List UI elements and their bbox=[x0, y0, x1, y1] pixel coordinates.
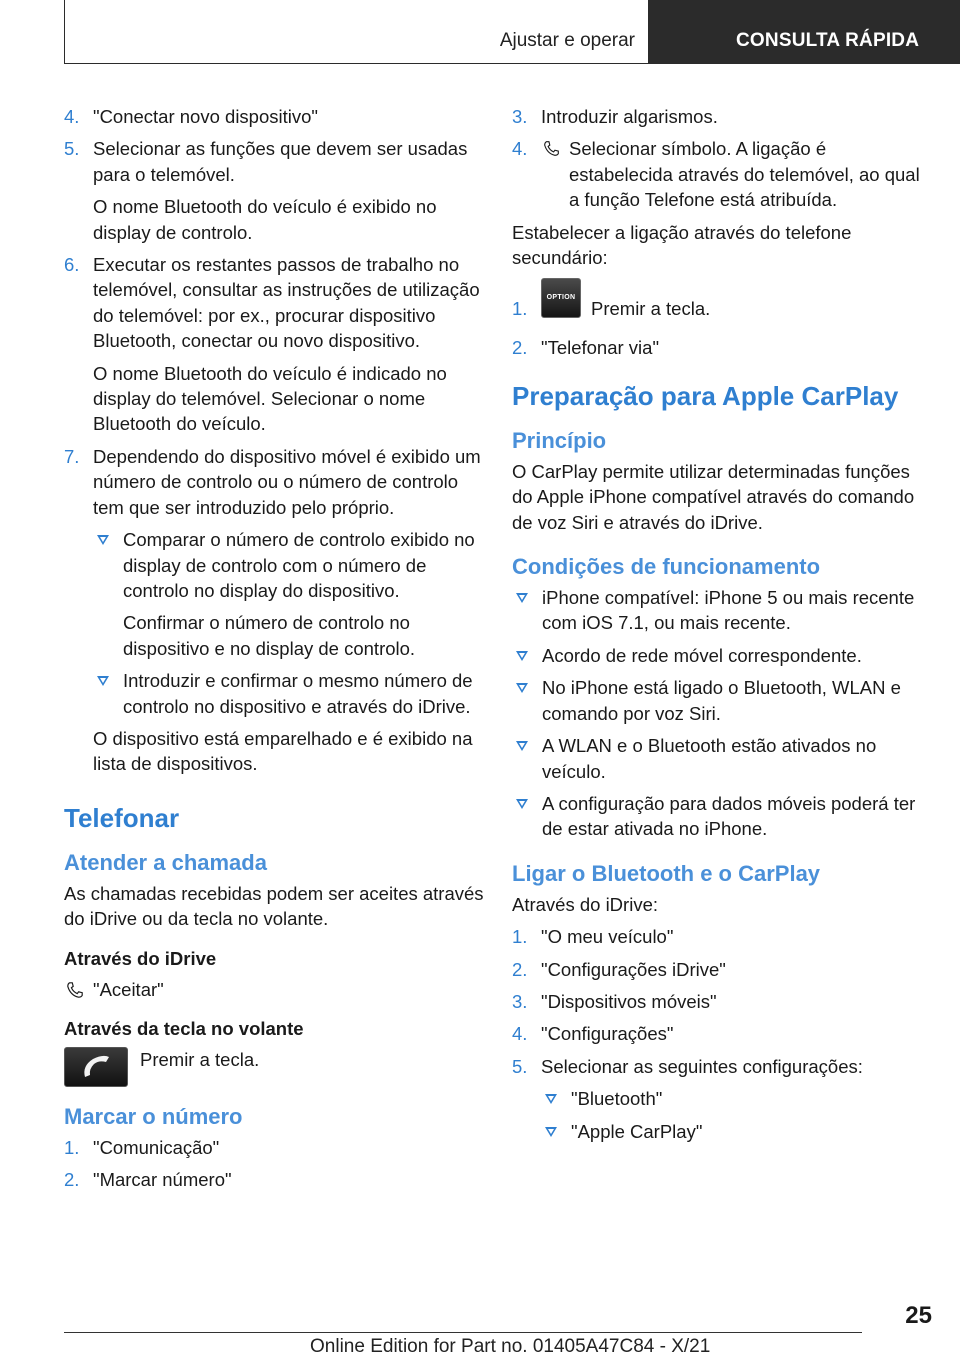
triangle-bullet-icon bbox=[516, 683, 528, 693]
triangle-bullet-icon bbox=[516, 799, 528, 809]
step-number: 1. bbox=[64, 1136, 80, 1158]
heading-condicoes: Condições de funcionamento bbox=[512, 554, 821, 580]
list-item bbox=[512, 104, 932, 129]
bullet-text: A configuração para dados móveis poderá ter de estar ativada no iPhone. bbox=[542, 792, 916, 840]
heading-volante: Através da tecla no volante bbox=[64, 1017, 304, 1039]
step-text: "O meu veículo" bbox=[541, 926, 674, 948]
bullet-text: A WLAN e o Bluetooth estão ativados no veículo. bbox=[542, 735, 877, 782]
step-text: "Marcar número" bbox=[93, 1169, 232, 1191]
bullet-item bbox=[93, 668, 484, 719]
triangle-bullet-icon bbox=[516, 593, 528, 603]
step-number: 4. bbox=[64, 106, 80, 127]
triangle-bullet-icon bbox=[97, 676, 109, 686]
heading-ligar: Ligar o Bluetooth e o CarPlay bbox=[512, 860, 821, 886]
list-item bbox=[512, 335, 932, 360]
right-column bbox=[512, 104, 932, 1151]
step-number: 3. bbox=[512, 990, 528, 1012]
phone-icon bbox=[66, 981, 84, 999]
step-text: Dependendo do dispositivo móvel é exibido um número de controlo ou o número de controlo tem que ser introduzido pelo próprio. bbox=[93, 445, 481, 518]
steering-phone-key bbox=[64, 1047, 128, 1087]
triangle-bullet-icon bbox=[545, 1094, 557, 1104]
wheel-key-row bbox=[64, 1047, 484, 1089]
heading-marcar: Marcar o número bbox=[64, 1103, 243, 1129]
bullet-item bbox=[512, 585, 932, 636]
step-text: "Configurações iDrive" bbox=[541, 958, 726, 980]
list-item bbox=[512, 284, 932, 328]
accept-row bbox=[64, 977, 484, 1002]
bullet-item bbox=[541, 1086, 932, 1111]
principio-text: O CarPlay permite utilizar determinadas funções do Apple iPhone compatível através do comando de voz Siri e através do iDrive. bbox=[512, 460, 915, 533]
ligar-intro: Através do iDrive: bbox=[512, 893, 658, 915]
triangle-bullet-icon bbox=[516, 651, 528, 661]
step-text: Premir a tecla. bbox=[591, 298, 711, 320]
handset-icon bbox=[65, 1048, 127, 1086]
heading-principio: Princípio bbox=[512, 427, 607, 453]
list-item bbox=[64, 1135, 484, 1160]
step-text: "Configurações" bbox=[541, 1023, 674, 1045]
list-item bbox=[64, 136, 484, 245]
phone-icon bbox=[543, 140, 560, 157]
bullet-text: "Bluetooth" bbox=[571, 1088, 663, 1110]
press-key-text: Premir a tecla. bbox=[140, 1048, 260, 1070]
bullet-item bbox=[541, 1119, 932, 1144]
step-number: 6. bbox=[64, 254, 80, 276]
list-item bbox=[64, 252, 484, 437]
heading-idrive: Através do iDrive bbox=[64, 947, 217, 969]
bullet-text: iPhone compatível: iPhone 5 ou mais recente com iOS 7.1, ou mais recente. bbox=[542, 587, 915, 634]
step-text: "Conectar novo dispositivo" bbox=[93, 106, 318, 127]
option-key: OPTION bbox=[541, 278, 581, 318]
page-number: 25 bbox=[905, 1302, 932, 1329]
triangle-bullet-icon bbox=[516, 741, 528, 751]
bullet-item bbox=[512, 643, 932, 668]
secondary-phone-text: Estabelecer a ligação através do telefone secundário: bbox=[512, 221, 852, 269]
bullet-item bbox=[512, 675, 932, 726]
list-item bbox=[512, 989, 932, 1014]
bullet-item bbox=[512, 733, 932, 784]
list-item bbox=[512, 136, 932, 212]
step-text: "Dispositivos móveis" bbox=[541, 990, 717, 1012]
triangle-bullet-icon bbox=[97, 535, 109, 545]
step-text: Introduzir algarismos. bbox=[541, 106, 718, 127]
step-number: 2. bbox=[64, 1169, 80, 1191]
step-text: Executar os restantes passos de trabalho no telemóvel, consultar as instruções de utilização do telemóvel: por ex., procurar dispositivo Bluetooth, conectar ou novo dispositivo. bbox=[93, 254, 480, 352]
step-number: 7. bbox=[64, 445, 80, 467]
left-column bbox=[64, 104, 484, 1200]
list-item bbox=[512, 1054, 932, 1144]
symbol-step bbox=[541, 136, 932, 212]
step-number: 2. bbox=[512, 958, 528, 980]
step-number: 4. bbox=[512, 1023, 528, 1045]
bullet-text: No iPhone está ligado o Bluetooth, WLAN e comando por voz Siri. bbox=[542, 677, 901, 724]
step-number: 2. bbox=[512, 337, 528, 359]
list-item bbox=[512, 1021, 932, 1046]
step-number: 5. bbox=[512, 1055, 528, 1077]
bullet-text: Acordo de rede móvel correspondente. bbox=[542, 644, 862, 666]
list-item bbox=[64, 104, 484, 129]
triangle-bullet-icon bbox=[545, 1127, 557, 1137]
step-text: Selecionar as funções que devem ser usadas para o telemóvel. bbox=[93, 138, 468, 185]
bullet-text: Comparar o número de controlo exibido no display de controlo com o número de controlo no display do dispositivo. bbox=[123, 529, 475, 601]
list-item bbox=[512, 957, 932, 982]
step-number: 3. bbox=[512, 106, 528, 127]
bullet-item bbox=[512, 791, 932, 842]
heading-telefonar: Telefonar bbox=[64, 802, 180, 833]
step-number: 4. bbox=[512, 138, 528, 160]
chapter-tab: CONSULTA RÁPIDA bbox=[649, 0, 960, 64]
step-text: "Telefonar via" bbox=[541, 337, 660, 359]
step-note: O nome Bluetooth do veículo é exibido no display de controlo. bbox=[93, 196, 437, 243]
accept-label: "Aceitar" bbox=[93, 978, 164, 1000]
bullet-item bbox=[93, 527, 484, 661]
bullet-text: Introduzir e confirmar o mesmo número de controlo no dispositivo e através do iDrive. bbox=[123, 670, 473, 717]
edition-text: Online Edition for Part no. 01405A47C84 - X/21 bbox=[310, 1336, 711, 1357]
heading-atender: Atender a chamada bbox=[64, 849, 267, 875]
step-number: 5. bbox=[64, 138, 80, 160]
step-text: Selecionar símbolo. A ligação é estabelecida através do telemóvel, ao qual a função Telefone está atribuída. bbox=[569, 138, 920, 211]
paired-text: O dispositivo está emparelhado e é exibido na lista de dispositivos. bbox=[93, 727, 473, 775]
step-note: O nome Bluetooth do veículo é indicado no display do telemóvel. Selecionar o nome Bluetooth do veículo. bbox=[93, 362, 447, 435]
step-number: 1. bbox=[512, 926, 528, 948]
section-title: Ajustar e operar bbox=[499, 30, 635, 51]
list-item bbox=[512, 924, 932, 949]
heading-carplay: Preparação para Apple CarPlay bbox=[512, 380, 899, 411]
step-text: Selecionar as seguintes configurações: bbox=[541, 1055, 863, 1077]
step-text: "Comunicação" bbox=[93, 1136, 220, 1158]
step-number: 1. bbox=[512, 298, 528, 320]
list-item bbox=[64, 444, 484, 777]
atender-text: As chamadas recebidas podem ser aceites através do iDrive ou da tecla no volante. bbox=[64, 882, 484, 930]
footer-divider bbox=[64, 1332, 862, 1333]
list-item bbox=[64, 1167, 484, 1192]
bullet-text: "Apple CarPlay" bbox=[571, 1120, 703, 1142]
bullet-note: Confirmar o número de controlo no dispositivo e no display de controlo. bbox=[123, 612, 416, 659]
